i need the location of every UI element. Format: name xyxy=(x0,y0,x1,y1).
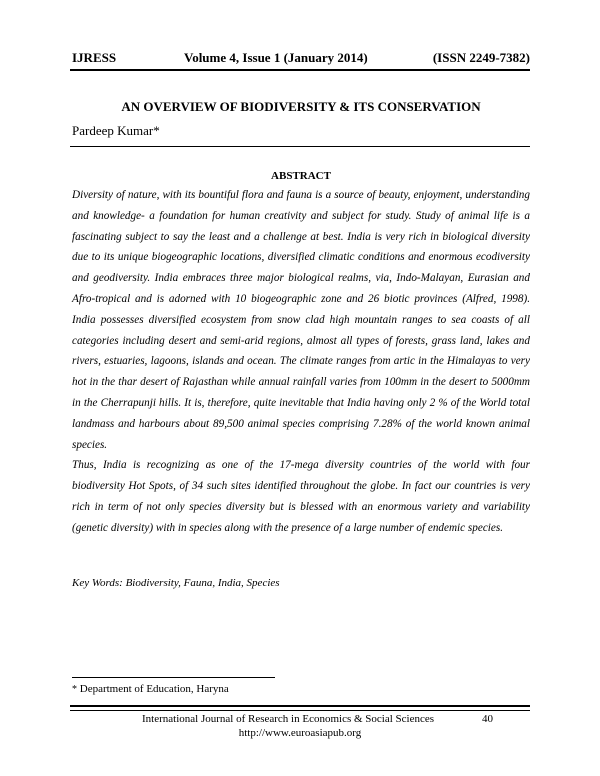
header-rule xyxy=(70,69,530,71)
abstract-paragraph: Thus, India is recognizing as one of the 17-mega diversity countries of the world with four biodiversity Hot Spots, of 34 such sites identified throughout the globe. In fact our countries is very rich in term of not only species diversity but is blessed with an enormous variety and variability (genetic diversity) with in species along with the presence of a large number of endemic species. xyxy=(72,459,530,534)
author-name: Pardeep Kumar* xyxy=(72,123,160,138)
footnote xyxy=(72,682,229,697)
keywords: Key Words: Biodiversity, Fauna, India, Species xyxy=(72,577,280,589)
footer-rule xyxy=(70,705,530,711)
footnote-text: Department of Education, Haryna xyxy=(77,683,229,695)
abstract-paragraph: Diversity of nature, with its bountiful flora and fauna is a source of beauty, enjoyment, understanding and knowledge- a foundation for human creativity and subject for study. Study of animal life is a fascinating subject to say the least and a challenge at best. India is very rich in biological diversity due to its unique biogeographic locations, diversified climatic conditions and enormous ecodiversity and geodiversity. India embraces three major biological realms, via, Indo-Malayan, Eurasian and Afro-tropical and is adorned with 10 biogeographic zone and 26 biotic provinces (Alfred, 1998). India possesses diversified ecosystem from snow clad high mountain ranges to sea coasts of all categories including desert and semi-arid regions, almost all types of forests, grass land, lakes and rivers, estuaries, lagoons, islands and ocean. The climate ranges from artic in the Himalayas to very hot in the thar desert of Rajasthan while annual rainfall varies from 100mm in the desert to 5000mm in the Cherrapunji hills. It is, therefore, quite inevitable that India having only 2 % of the World total landmass and harbours about 89,500 animal species comprising 7.28% of the world known animal species. xyxy=(72,189,530,451)
paper-title: AN OVERVIEW OF BIODIVERSITY & ITS CONSERVATION xyxy=(121,99,481,114)
footnote-mark: * xyxy=(72,684,77,695)
footnote-rule xyxy=(72,677,275,678)
footer-url[interactable]: http://www.euroasiapub.org xyxy=(238,727,362,739)
header-issn: (ISSN 2249-7382) xyxy=(432,50,530,65)
abstract-heading: ABSTRACT xyxy=(271,170,331,182)
title-rule xyxy=(70,146,530,147)
page-number: 40 xyxy=(482,713,493,725)
header-volume: Volume 4, Issue 1 (January 2014) xyxy=(184,50,368,65)
header-journal: IJRESS xyxy=(72,50,117,65)
footer-journal: International Journal of Research in Economics & Social Sciences xyxy=(142,713,435,725)
abstract-body xyxy=(72,185,530,539)
